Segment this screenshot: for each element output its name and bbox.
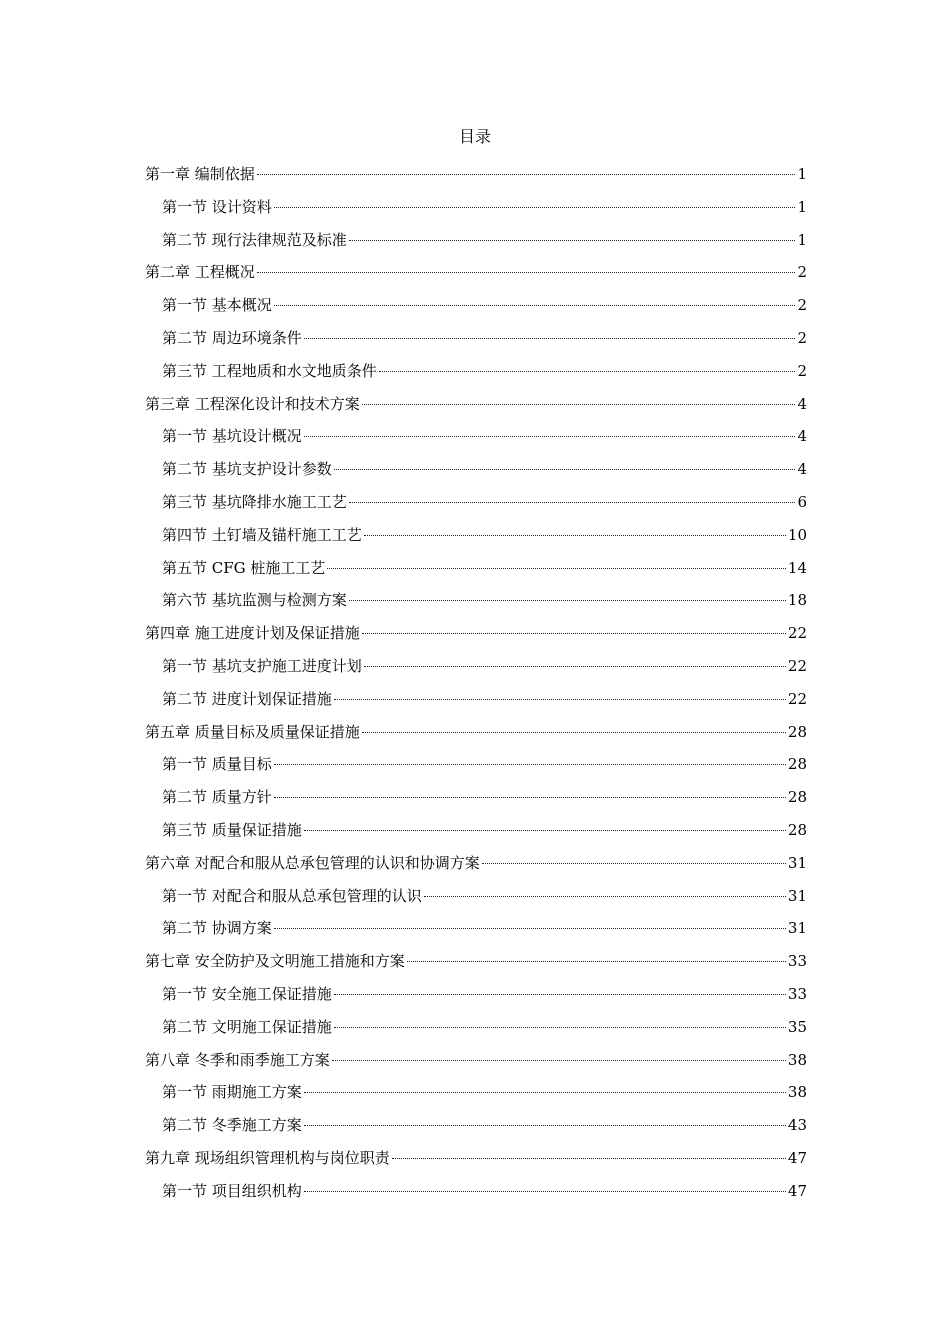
toc-entry-label: 第二节 协调方案 xyxy=(162,919,272,938)
toc-page-number: 33 xyxy=(787,952,807,971)
toc-entry-label: 第五节 CFG 桩施工工艺 xyxy=(162,558,326,577)
toc-page-number: 10 xyxy=(787,525,807,544)
toc-dot-leader xyxy=(304,830,786,831)
toc-dot-leader xyxy=(274,305,796,306)
toc-page-number: 2 xyxy=(797,328,807,347)
toc-page-number: 33 xyxy=(787,984,807,1003)
toc-chapter-entry[interactable] xyxy=(145,393,807,426)
toc-section-entry[interactable] xyxy=(145,196,807,229)
toc-chapter-entry[interactable] xyxy=(145,622,807,655)
toc-chapter-entry[interactable] xyxy=(145,163,807,196)
toc-dot-leader xyxy=(362,633,786,634)
toc-dot-leader xyxy=(332,1060,786,1061)
toc-page-number: 38 xyxy=(787,1050,807,1069)
toc-page-number: 4 xyxy=(797,427,807,446)
toc-page-number: 31 xyxy=(787,853,807,872)
toc-section-entry[interactable] xyxy=(145,557,807,590)
toc-entry-label: 第二节 文明施工保证措施 xyxy=(162,1017,332,1036)
toc-page-number: 47 xyxy=(787,1181,807,1200)
toc-dot-leader xyxy=(424,896,786,897)
toc-section-entry[interactable] xyxy=(145,1016,807,1049)
toc-page-number: 1 xyxy=(797,197,807,216)
toc-section-entry[interactable] xyxy=(145,229,807,262)
toc-dot-leader xyxy=(334,469,796,470)
toc-page-number: 28 xyxy=(787,788,807,807)
toc-section-entry[interactable] xyxy=(145,1081,807,1114)
toc-entry-label: 第三节 基坑降排水施工工艺 xyxy=(162,492,347,511)
toc-entry-label: 第三节 质量保证措施 xyxy=(162,820,302,839)
toc-dot-leader xyxy=(274,764,786,765)
toc-page-number: 6 xyxy=(797,492,807,511)
toc-section-entry[interactable] xyxy=(145,917,807,950)
toc-dot-leader xyxy=(349,502,796,503)
toc-section-entry[interactable] xyxy=(145,1114,807,1147)
toc-section-entry[interactable] xyxy=(145,327,807,360)
toc-section-entry[interactable] xyxy=(145,294,807,327)
toc-page-number: 14 xyxy=(787,558,807,577)
toc-dot-leader xyxy=(334,699,786,700)
toc-entry-label: 第四章 施工进度计划及保证措施 xyxy=(145,624,360,643)
toc-list xyxy=(145,163,807,1213)
toc-dot-leader xyxy=(304,436,796,437)
toc-page-number: 43 xyxy=(787,1116,807,1135)
toc-entry-label: 第一节 基本概况 xyxy=(162,296,272,315)
toc-entry-label: 第二节 进度计划保证措施 xyxy=(162,689,332,708)
toc-entry-label: 第一节 对配合和服从总承包管理的认识 xyxy=(162,886,422,905)
toc-entry-label: 第二节 冬季施工方案 xyxy=(162,1116,302,1135)
toc-entry-label: 第九章 现场组织管理机构与岗位职责 xyxy=(145,1148,390,1167)
toc-chapter-entry[interactable] xyxy=(145,852,807,885)
toc-section-entry[interactable] xyxy=(145,524,807,557)
toc-page-number: 4 xyxy=(797,394,807,413)
toc-chapter-entry[interactable] xyxy=(145,261,807,294)
toc-section-entry[interactable] xyxy=(145,458,807,491)
toc-section-entry[interactable] xyxy=(145,753,807,786)
toc-entry-label: 第一节 项目组织机构 xyxy=(162,1181,302,1200)
toc-entry-label: 第七章 安全防护及文明施工措施和方案 xyxy=(145,952,405,971)
toc-entry-label: 第六节 基坑监测与检测方案 xyxy=(162,591,347,610)
toc-dot-leader xyxy=(274,797,786,798)
toc-dot-leader xyxy=(257,272,796,273)
toc-entry-label: 第一节 基坑设计概况 xyxy=(162,427,302,446)
toc-page-number: 2 xyxy=(797,263,807,282)
toc-page-number: 31 xyxy=(787,886,807,905)
toc-page-number: 35 xyxy=(787,1017,807,1036)
toc-entry-label: 第一节 基坑支护施工进度计划 xyxy=(162,656,362,675)
toc-entry-label: 第一节 设计资料 xyxy=(162,197,272,216)
toc-page-number: 2 xyxy=(797,296,807,315)
toc-entry-label: 第一节 质量目标 xyxy=(162,755,272,774)
toc-entry-label: 第二节 周边环境条件 xyxy=(162,328,302,347)
toc-chapter-entry[interactable] xyxy=(145,1147,807,1180)
toc-page-number: 28 xyxy=(787,722,807,741)
toc-page-number: 1 xyxy=(797,230,807,249)
toc-section-entry[interactable] xyxy=(145,589,807,622)
toc-page-number: 47 xyxy=(787,1148,807,1167)
toc-entry-label: 第五章 质量目标及质量保证措施 xyxy=(145,722,360,741)
toc-dot-leader xyxy=(304,1125,786,1126)
toc-entry-label: 第二节 现行法律规范及标准 xyxy=(162,230,347,249)
toc-section-entry[interactable] xyxy=(145,655,807,688)
toc-page-number: 22 xyxy=(787,624,807,643)
toc-page-number: 4 xyxy=(797,460,807,479)
toc-page-number: 28 xyxy=(787,820,807,839)
toc-page-number: 1 xyxy=(797,165,807,183)
toc-page-number: 38 xyxy=(787,1083,807,1102)
toc-dot-leader xyxy=(334,1027,786,1028)
toc-page-number: 18 xyxy=(787,591,807,610)
toc-section-entry[interactable] xyxy=(145,425,807,458)
toc-dot-leader xyxy=(257,174,796,175)
toc-dot-leader xyxy=(392,1158,786,1159)
toc-dot-leader xyxy=(327,568,786,569)
toc-chapter-entry[interactable] xyxy=(145,950,807,983)
toc-entry-label: 第八章 冬季和雨季施工方案 xyxy=(145,1050,330,1069)
toc-dot-leader xyxy=(304,1191,786,1192)
toc-entry-label: 第三章 工程深化设计和技术方案 xyxy=(145,394,360,413)
toc-page-number: 22 xyxy=(787,656,807,675)
toc-chapter-entry[interactable] xyxy=(145,721,807,754)
toc-entry-label: 第一章 编制依据 xyxy=(145,165,255,183)
toc-section-entry[interactable] xyxy=(145,1180,807,1213)
toc-dot-leader xyxy=(364,666,786,667)
toc-dot-leader xyxy=(364,535,786,536)
toc-dot-leader xyxy=(274,928,786,929)
toc-dot-leader xyxy=(304,338,796,339)
toc-chapter-entry[interactable] xyxy=(145,1049,807,1082)
toc-dot-leader xyxy=(362,732,786,733)
toc-entry-label: 第二章 工程概况 xyxy=(145,263,255,282)
toc-section-entry[interactable] xyxy=(145,360,807,393)
toc-section-entry[interactable] xyxy=(145,786,807,819)
toc-dot-leader xyxy=(482,863,786,864)
toc-dot-leader xyxy=(379,371,796,372)
toc-page-number: 22 xyxy=(787,689,807,708)
toc-section-entry[interactable] xyxy=(145,688,807,721)
toc-dot-leader xyxy=(349,240,796,241)
toc-section-entry[interactable] xyxy=(145,491,807,524)
toc-dot-leader xyxy=(362,404,796,405)
toc-section-entry[interactable] xyxy=(145,983,807,1016)
toc-entry-label: 第二节 基坑支护设计参数 xyxy=(162,460,332,479)
toc-entry-label: 第一节 雨期施工方案 xyxy=(162,1083,302,1102)
toc-entry-label: 第一节 安全施工保证措施 xyxy=(162,984,332,1003)
toc-entry-label: 第二节 质量方针 xyxy=(162,788,272,807)
toc-section-entry[interactable] xyxy=(145,819,807,852)
toc-dot-leader xyxy=(407,961,786,962)
toc-dot-leader xyxy=(274,207,796,208)
toc-entry-label: 第六章 对配合和服从总承包管理的认识和协调方案 xyxy=(145,853,480,872)
toc-section-entry[interactable] xyxy=(145,885,807,918)
toc-page-number: 2 xyxy=(797,361,807,380)
toc-page-number: 31 xyxy=(787,919,807,938)
toc-entry-label: 第三节 工程地质和水文地质条件 xyxy=(162,361,377,380)
toc-dot-leader xyxy=(304,1092,786,1093)
toc-dot-leader xyxy=(349,600,786,601)
toc-entry-label: 第四节 土钉墙及锚杆施工工艺 xyxy=(162,525,362,544)
toc-page-number: 28 xyxy=(787,755,807,774)
toc-title: 目录 xyxy=(458,127,491,146)
toc-dot-leader xyxy=(334,994,786,995)
